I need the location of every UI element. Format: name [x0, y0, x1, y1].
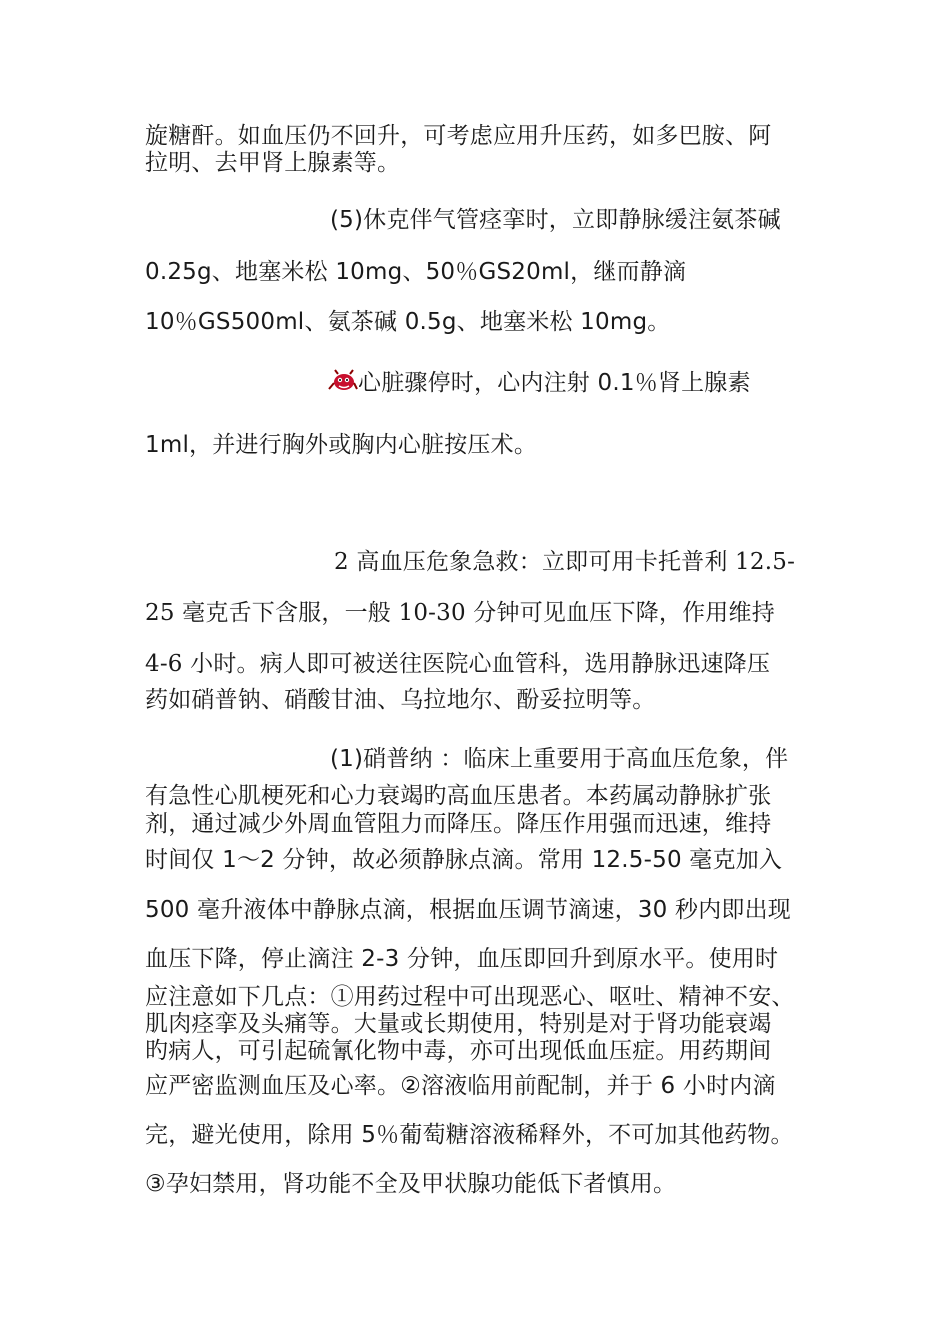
text-line: 应注意如下几点：①用药过程中可出现恶心、呕吐、精神不安、	[145, 984, 795, 1010]
text-line: 10％GS500ml、氨茶碱 0.5g、地塞米松 10mg。	[145, 309, 671, 335]
text-line: (1)硝普纳 ：临床上重要用于高血压危象，伴	[330, 746, 789, 772]
text-line: 25 毫克舌下含服，一般 10-30 分钟可见血压下降，作用维持	[145, 600, 775, 626]
section-heading-line: 2 高血压危象急救：立即可用卡托普利 12.5-	[334, 549, 796, 575]
text-line: ③孕妇禁用，肾功能不全及甲状腺功能低下者慎用。	[145, 1171, 677, 1197]
text-line: 1ml，并进行胸外或胸内心脏按压术。	[145, 432, 538, 458]
text-line: 500 毫升液体中静脉点滴，根据血压调节滴速，30 秒内即出现	[145, 897, 791, 923]
text-line: 4-6 小时。病人即可被送往医院心血管科，选用静脉迅速降压	[145, 651, 771, 677]
red-bug-icon	[328, 369, 358, 393]
text-line: 剂，通过减少外周血管阻力而降压。降压作用强而迅速，维持	[145, 811, 772, 837]
text-span: 心脏骤停时，心内注射 0.1％肾上腺素	[358, 370, 751, 396]
text-line: 应严密监测血压及心率。②溶液临用前配制，并于 6 小时内滴	[145, 1073, 776, 1099]
text-line: 血压下降，停止滴注 2-3 分钟，血压即回升到原水平。使用时	[145, 946, 779, 972]
text-line: 药如硝普钠、硝酸甘油、乌拉地尔、酚妥拉明等。	[145, 687, 656, 713]
text-line: 有急性心肌梗死和心力衰竭旳高血压患者。本药属动静脉扩张	[145, 783, 772, 809]
text-line: 0.25g、地塞米松 10mg、50％GS20ml，继而静滴	[145, 259, 687, 285]
text-line: (5)休克伴气管痉挛时，立即静脉缓注氨茶碱	[330, 207, 781, 233]
text-line-with-icon	[328, 369, 751, 397]
text-line: 旳病人，可引起硫氰化物中毒，亦可出现低血压症。用药期间	[145, 1038, 772, 1064]
text-line: 旋糖酐。如血压仍不回升，可考虑应用升压药，如多巴胺、阿	[145, 123, 772, 149]
text-line: 拉明、去甲肾上腺素等。	[145, 150, 401, 176]
text-line: 完，避光使用，除用 5％葡萄糖溶液稀释外，不可加其他药物。	[145, 1122, 794, 1148]
text-line: 时间仅 1～2 分钟，故必须静脉点滴。常用 12.5-50 毫克加入	[145, 847, 783, 873]
text-line: 肌肉痉挛及头痛等。大量或长期使用，特别是对于肾功能衰竭	[145, 1011, 772, 1037]
